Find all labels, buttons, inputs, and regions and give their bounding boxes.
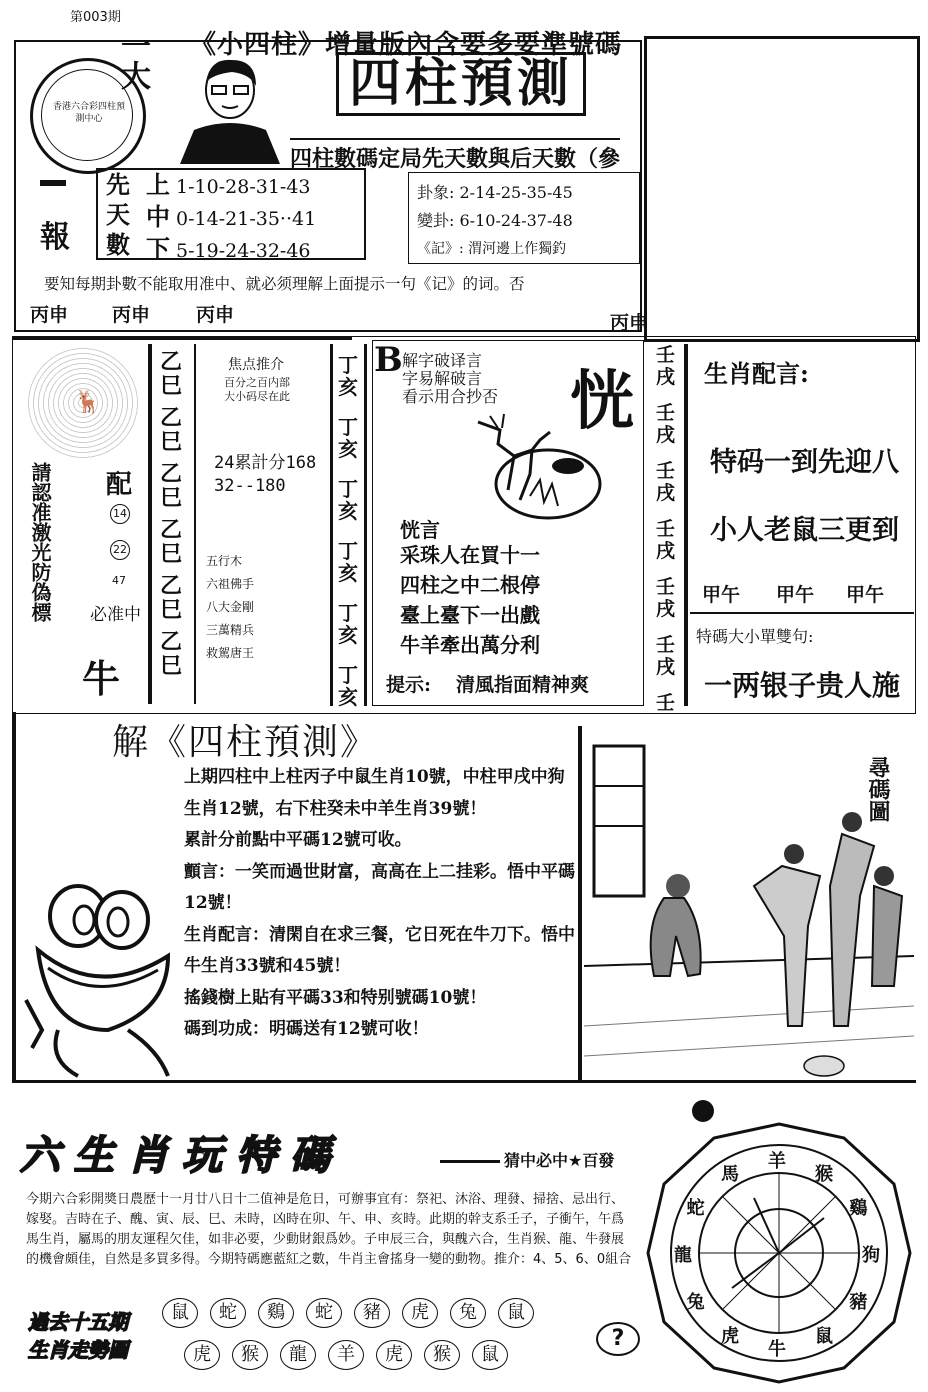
seal-text: 香港六合彩四柱預測中心 xyxy=(52,102,125,124)
side-dash xyxy=(40,180,66,186)
wheel-animal-4: 狗 xyxy=(862,1245,880,1266)
bingshen-1: 丙申 xyxy=(30,304,69,326)
verse-1: 采珠人在買十一 xyxy=(400,543,540,567)
focus-calc-1: 24累計分168 xyxy=(214,453,317,473)
yisi-2: 乙巳 xyxy=(160,405,183,455)
wheel-labels xyxy=(644,1118,914,1388)
explain-left-rule xyxy=(12,712,16,1082)
trend-caption-1: 過去十五期 xyxy=(28,1310,128,1334)
wheel-animal-5: 豬 xyxy=(849,1292,868,1313)
dinghai-5: 丁亥 xyxy=(338,601,358,647)
prior-number-table xyxy=(96,168,366,263)
ji-text: 渭河邊上作獨釣 xyxy=(468,241,567,257)
wheel-animal-6: 鼠 xyxy=(815,1326,833,1348)
size-verse-text: 一两银子贵人施 xyxy=(704,669,901,702)
prior-nums-mid: 0-14-21-35··41 xyxy=(176,208,317,230)
trend-r2-7: 鼠 xyxy=(472,1340,508,1370)
riddle-line-1: 解字破译言 xyxy=(402,351,483,370)
pei-ball-2: 22 xyxy=(110,540,130,560)
explain-para-1: 上期四柱中上柱丙子中鼠生肖10號，中柱甲戌中狗生肖12號，右下柱癸未中羊生肖39號！ xyxy=(184,767,565,819)
wheel-animal-12: 馬 xyxy=(721,1163,739,1185)
dinghai-6: 丁亥 xyxy=(338,663,358,709)
focus-line-1: 百分之百内部 xyxy=(224,376,290,389)
renxu-3: 壬戌 xyxy=(656,460,676,504)
trend-r1-1: 鼠 xyxy=(162,1298,198,1328)
zodiac-trend-row-1 xyxy=(156,1298,540,1328)
gua-nums: 2-14-25-35-45 xyxy=(459,183,573,202)
dinghai-2: 丁亥 xyxy=(338,415,358,461)
laser-anticounterfeit: 請認准激光防偽標 xyxy=(28,462,52,622)
renxu-1: 壬戌 xyxy=(656,344,676,388)
yisi-5: 乙巳 xyxy=(160,573,183,623)
trend-r1-8: 鼠 xyxy=(498,1298,534,1328)
size-verse-title: 特碼大小單雙句: xyxy=(696,627,814,646)
bottom-header-rule xyxy=(440,1160,500,1163)
zodiac-motto-title: 生肖配言: xyxy=(704,359,809,388)
explain-para-5: 搖錢樹上貼有平碼33和特别號碼10號！ xyxy=(184,987,487,1008)
trend-r1-3: 鷄 xyxy=(258,1298,294,1328)
dinghai-right-rule xyxy=(364,344,367,706)
dinghai-column xyxy=(338,354,360,708)
explain-para-3: 顫言：一笑而過世財富，高高在上二挂彩。悟中平碼12號！ xyxy=(184,861,575,913)
explain-body xyxy=(184,762,576,1046)
wheel-animal-10: 龍 xyxy=(674,1245,692,1266)
bian-label: 變卦: xyxy=(417,211,455,230)
trend-r2-6: 猴 xyxy=(424,1340,460,1370)
bottom-header-text: 六生肖玩特碼 xyxy=(20,1132,344,1179)
deer-plate-image xyxy=(470,410,610,522)
prior-label-2: 天 xyxy=(106,200,130,229)
renxu-4: 壬戌 xyxy=(656,518,676,562)
explain-para-2: 累計分前點中平碼12號可收。 xyxy=(184,830,412,850)
bian-nums: 6-10-24-37-48 xyxy=(459,211,573,230)
side-vertical-top: 一大 xyxy=(115,30,150,90)
bingshen-4: 丙申 xyxy=(610,312,649,334)
wheel-animal-2: 猴 xyxy=(815,1163,833,1185)
jiawu-2: 甲午 xyxy=(776,584,815,606)
focus-item-4: 三萬精兵 xyxy=(206,623,255,637)
yisi-4: 乙巳 xyxy=(160,517,183,567)
bottom-header-right: 猜中必中★百發 xyxy=(504,1151,615,1170)
verse-3: 臺上臺下一出戲 xyxy=(400,603,540,627)
renxu-column xyxy=(656,344,678,714)
trend-r1-5: 豬 xyxy=(354,1298,390,1328)
wheel-animal-11: 蛇 xyxy=(686,1198,705,1219)
riddle-line-3: 看示用合抄否 xyxy=(402,387,499,406)
yisi-column xyxy=(160,350,192,678)
dinghai-4: 丁亥 xyxy=(338,539,358,585)
wheel-animal-1: 羊 xyxy=(768,1151,786,1172)
verse-4: 牛羊牽出萬分利 xyxy=(400,633,540,657)
trend-r1-7: 兔 xyxy=(450,1298,486,1328)
yisi-left-rule xyxy=(148,344,152,704)
frog-mascot-image xyxy=(18,880,178,1080)
wheel-animal-3: 鷄 xyxy=(849,1198,868,1219)
trend-r2-4: 羊 xyxy=(328,1340,364,1370)
renxu-2: 壬戌 xyxy=(656,402,676,446)
prior-label-3: 數 xyxy=(106,230,130,259)
pei-sure: 必准中 xyxy=(90,605,141,625)
dinghai-3: 丁亥 xyxy=(338,477,358,523)
pei-animal: 牛 xyxy=(82,656,121,701)
zodiac-motto-line-1: 特码一到先迎八 xyxy=(710,447,899,478)
prior-pos-top: 上 xyxy=(146,170,170,199)
trend-r2-1: 虎 xyxy=(184,1340,220,1370)
zodiac-trend-row-2 xyxy=(178,1340,514,1370)
jiawu-1: 甲午 xyxy=(702,584,741,606)
focus-item-1: 五行木 xyxy=(206,554,243,568)
portrait-image xyxy=(180,52,280,164)
renxu-right-rule xyxy=(684,344,688,706)
pei-ball-1: 14 xyxy=(110,504,130,524)
wheel-animal-7: 牛 xyxy=(768,1339,786,1360)
verse-title: 恍言 xyxy=(400,518,440,542)
pei-label: 配 xyxy=(106,470,133,500)
wheel-animal-9: 兔 xyxy=(686,1292,705,1313)
yisi-6: 乙巳 xyxy=(160,629,183,679)
trend-r2-3: 龍 xyxy=(280,1340,316,1370)
trend-caption-2: 生肖走勢圖 xyxy=(28,1338,128,1362)
riddle-b-label: B xyxy=(374,340,403,380)
issue-number: 第003期 xyxy=(70,10,121,25)
banner-title: 《小四柱》增量版內含要多要準號碼 xyxy=(190,30,623,60)
trend-question: ? xyxy=(596,1322,640,1356)
find-code-vertical: 尋碼圖 xyxy=(865,756,891,822)
riddle-line-2: 字易解破言 xyxy=(402,369,483,388)
trend-r1-6: 虎 xyxy=(402,1298,438,1328)
zodiac-motto-line-2: 小人老鼠三更到 xyxy=(710,515,899,546)
focus-title: 焦点推介 xyxy=(228,357,284,373)
swirl-hologram xyxy=(28,348,138,458)
hexagram-box xyxy=(408,172,640,264)
verse-2: 四柱之中二根停 xyxy=(400,573,540,597)
prior-nums-top: 1-10-28-31-43 xyxy=(176,176,311,198)
jiawu-rule xyxy=(690,612,914,614)
trend-r2-2: 猴 xyxy=(232,1340,268,1370)
yisi-3: 乙巳 xyxy=(160,461,183,511)
renxu-5: 壬戌 xyxy=(656,576,676,620)
dinghai-1: 丁亥 xyxy=(338,353,358,399)
yisi-right-rule xyxy=(194,344,196,704)
renxu-7: 壬 xyxy=(656,692,676,714)
side-vertical-bao: 報 xyxy=(40,220,70,255)
prior-pos-bottom: 下 xyxy=(146,234,170,263)
blank-ad-box xyxy=(644,36,920,342)
dinghai-left-rule xyxy=(330,344,333,706)
focus-item-2: 六祖佛手 xyxy=(206,577,255,591)
ji-label: 《記》: xyxy=(417,241,464,257)
deer-icon: 🦌 xyxy=(74,390,102,415)
trend-r2-5: 虎 xyxy=(376,1340,412,1370)
bingshen-2: 丙申 xyxy=(112,304,151,326)
subtitle: 四柱數碼定局先天數與后天數（參 xyxy=(290,138,620,173)
focus-item-5: 救駕唐王 xyxy=(206,646,255,660)
explain-title: 解《四柱預測》 xyxy=(112,722,379,763)
trend-r1-4: 蛇 xyxy=(306,1298,342,1328)
riddle-big-char: 恍 xyxy=(570,364,634,439)
gua-label: 卦象: xyxy=(417,183,455,202)
yisi-1: 乙巳 xyxy=(160,349,183,399)
prior-label-1: 先 xyxy=(106,170,130,199)
tip-text: 清風指面精神爽 xyxy=(456,674,590,696)
wheel-animal-8: 虎 xyxy=(721,1326,739,1348)
hint-sentence: 要知每期卦數不能取用准中、就必须理解上面提示一句《记》的词。否 xyxy=(44,275,525,293)
tip-label: 提示: xyxy=(386,674,432,696)
focus-item-3: 八大金剛 xyxy=(206,600,255,614)
prior-nums-bottom: 5-19-24-32-46 xyxy=(176,240,311,262)
main-title: 四柱預測 xyxy=(336,52,586,116)
prior-pos-mid: 中 xyxy=(146,202,170,231)
jiawu-3: 甲午 xyxy=(846,584,885,606)
pei-ball-3: 47 xyxy=(112,574,126,587)
explain-para-4: 生肖配言：清閑自在求三餐，它日死在牛刀下。悟中牛生肖33號和45號！ xyxy=(184,924,575,976)
focus-calc-2: 32--180 xyxy=(214,476,286,496)
zodiac-wheel xyxy=(644,1118,914,1388)
bingshen-3: 丙申 xyxy=(196,304,235,326)
middle-top-rule xyxy=(12,336,352,340)
bottom-body-text: 今期六合彩開奬日農歷十一月廿八日十二值神是危日，可辦事宜有：祭祀、沐浴、理發、掃捨、忌出行、嫁娶。吉時在子、醜、寅、辰、巳、未時，凶時在卯、午、申、亥時。此期的幹支系壬子，子衝午，午爲馬生肖，屬馬的朋友運程欠佳，如非必要，少動財銀爲妙。子申辰三合，與醜六合，生肖猴、龍、牛發展的機會頗佳，自然是多買多得。今期特碼應藍紅之數，牛肖主會搖身一變的動物。推介：4、5、6、0組合 xyxy=(26,1192,632,1267)
bottom-header-art xyxy=(20,1116,450,1179)
explain-para-6: 碼到功成：明碼送有12號可收！ xyxy=(184,1019,429,1039)
trend-r1-2: 蛇 xyxy=(210,1298,246,1328)
wheel-dot xyxy=(692,1100,714,1122)
explain-body-rule xyxy=(578,726,582,1082)
renxu-6: 壬戌 xyxy=(656,634,676,678)
focus-line-2: 大小码尽在此 xyxy=(224,390,290,403)
